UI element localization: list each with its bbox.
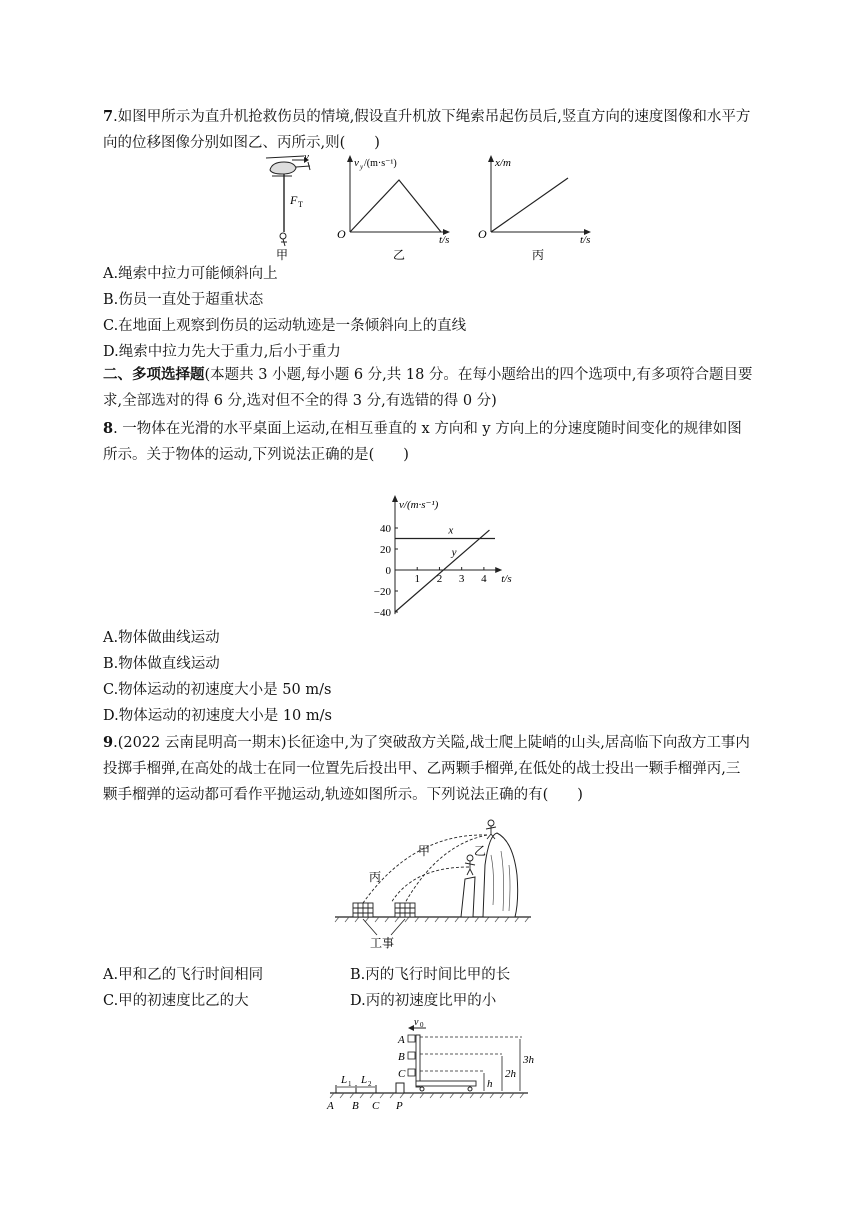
section2-heading: 二、多项选择题(本题共 3 小题,每小题 6 分,共 18 分。在每小题给出的四个选项中,有多项符合题目要求,全部选对的得 6 分,选对但不全的得 3 分,有选错的得 0 分)	[103, 366, 753, 409]
q7-bing-origin: O	[478, 227, 487, 241]
q9-option-b: B.丙的飞行时间比甲的长	[350, 967, 511, 983]
q7-jia-FT: F	[290, 193, 298, 207]
q10-point-A: A	[398, 1034, 405, 1046]
fortification-right	[395, 903, 415, 917]
q7-stem: 7.如图甲所示为直升机抢救伤员的情境,假设直升机放下绳索吊起伤员后,竖直方向的速度图像和水平方向的位移图像分别如图乙、丙所示,则( )	[103, 108, 751, 151]
q8-option-b: B.物体做直线运动	[103, 656, 220, 672]
q7-fig-yi	[333, 152, 463, 262]
q9-figure	[333, 815, 533, 955]
q10-h: h	[487, 1078, 493, 1090]
q8-xtick-label: 2	[436, 573, 443, 585]
q8-series-y	[395, 530, 489, 612]
q10-v0: v	[414, 1017, 419, 1028]
q10-ground-C: C	[372, 1100, 380, 1112]
q9-label-bing: 丙	[369, 870, 382, 884]
injured-person-icon	[280, 233, 287, 246]
fortification-left	[353, 903, 373, 917]
q8-series-y-label: y	[451, 546, 457, 559]
svg-text:1: 1	[348, 1080, 352, 1088]
q7-option-b: B.伤员一直处于超重状态	[103, 292, 264, 308]
q8-chart	[355, 492, 515, 624]
q9-option-a: A.甲和乙的飞行时间相同	[103, 967, 264, 983]
q7-yi-ylabel: v	[354, 157, 359, 169]
q9-label-yi: 乙	[474, 844, 487, 858]
q7-yi-origin: O	[337, 227, 346, 241]
q8-xtick-label: 4	[481, 573, 487, 585]
q7-bing-xlabel: t/s	[580, 234, 591, 246]
q9-label-jia: 甲	[418, 844, 431, 858]
q7-jia-v: v	[304, 151, 309, 163]
q8-ylabel: v/(m·s⁻¹)	[399, 499, 439, 511]
q7-bing-ylabel: x/m	[495, 157, 511, 169]
q10-point-C: C	[398, 1068, 406, 1080]
q8-ytick-label: 20	[380, 544, 391, 556]
q10-ground-A: A	[327, 1100, 334, 1112]
q8-ytick-label: −20	[373, 586, 391, 598]
q8-series-x-label: x	[448, 524, 454, 537]
q9-stem: 9.(2022 云南昆明高一期末)长征途中,为了突破敌方关隘,战士爬上陡峭的山头,居高临下向敌方工事内投掷手榴弹,在高处的战士在同一位置先后投出甲、乙两颗手榴弹,在低处的战士投出一颗手榴弹丙,三颗手榴弹的运动都可看作平抛运动,轨迹如图所示。下列说法正确的有( )	[103, 734, 750, 803]
svg-text:2: 2	[368, 1080, 372, 1088]
q7-yi-xlabel: t/s	[439, 234, 450, 246]
q10-L1: L	[341, 1074, 348, 1086]
q8-stem: 8. 一物体在光滑的水平桌面上运动,在相互垂直的 x 方向和 y 方向上的分速度随时间变化的规律如图所示。关于物体的运动,下列说法正确的是( )	[103, 420, 742, 463]
q9-option-c: C.甲的初速度比乙的大	[103, 993, 249, 1009]
q7-option-a: A.绳索中拉力可能倾斜向上	[103, 266, 278, 282]
svg-text:/(m·s⁻¹): /(m·s⁻¹)	[364, 158, 397, 169]
svg-text:0: 0	[420, 1021, 424, 1029]
q10-figure	[322, 1015, 542, 1115]
q10-point-B: B	[398, 1051, 405, 1063]
q7-fig-jia	[262, 152, 322, 262]
q9-option-d: D.丙的初速度比甲的小	[350, 993, 497, 1009]
q10-ground-P: P	[396, 1100, 403, 1112]
q10-2h: 2h	[505, 1068, 516, 1080]
svg-text:y: y	[360, 163, 364, 171]
q8-ytick-label: 40	[380, 523, 391, 535]
q8-option-d: D.物体运动的初速度大小是 10 m/s	[103, 708, 332, 724]
q10-3h: 3h	[523, 1054, 534, 1066]
q7-jia-label: 甲	[276, 248, 289, 262]
soldier-low-icon	[465, 855, 475, 875]
q8-ytick-label: 0	[385, 565, 391, 577]
q9-label-gongshi: 工事	[370, 936, 395, 950]
q7-option-d: D.绳索中拉力先大于重力,后小于重力	[103, 344, 341, 360]
q7-fig-bing	[474, 152, 604, 262]
mountain-icon	[483, 833, 518, 917]
q8-option-a: A.物体做曲线运动	[103, 630, 220, 646]
q7-yi-label: 乙	[393, 248, 406, 262]
q8-y-arrow	[392, 495, 398, 502]
svg-text:T: T	[298, 200, 303, 209]
q8-xtick-label: 3	[458, 573, 465, 585]
q10-L2: L	[361, 1074, 368, 1086]
q7-bing-label: 丙	[532, 248, 545, 262]
q7-option-c: C.在地面上观察到伤员的运动轨迹是一条倾斜向上的直线	[103, 318, 467, 334]
q10-ground-B: B	[352, 1100, 359, 1112]
q8-xtick-label: 1	[414, 573, 420, 585]
q8-option-c: C.物体运动的初速度大小是 50 m/s	[103, 682, 332, 698]
q8-xlabel: t/s	[501, 573, 512, 585]
q8-ytick-label: −40	[373, 607, 391, 619]
